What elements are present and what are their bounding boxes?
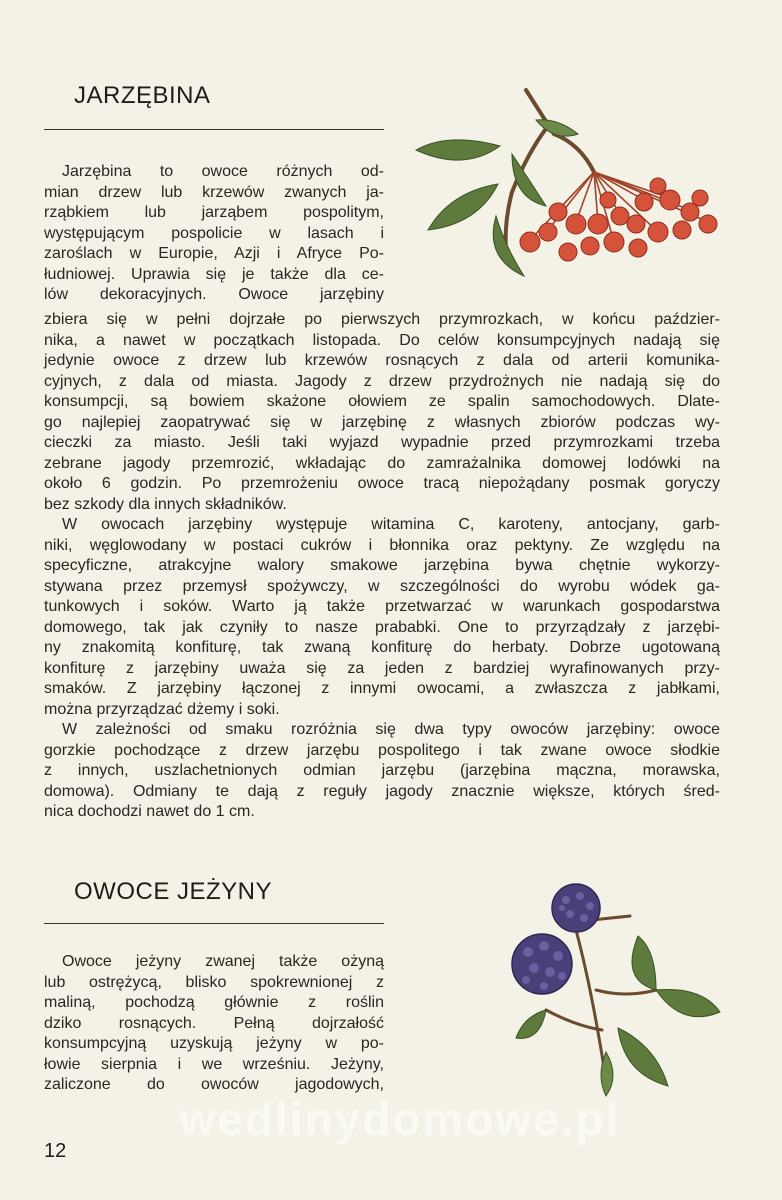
text-line: gorzkie pochodzące z drzew jarzębu pospolitego i tak zwane owoce słodkie (44, 741, 720, 759)
body-paragraph-jarzebina (44, 310, 720, 823)
text-line: dziko rosnących. Pełną dojrzałość (44, 1014, 384, 1032)
text-line: zbiera się w pełni dojrzałe po pierwszych przymrozkach, w końcu paździer- (44, 311, 720, 328)
text-line: tunkowych i soków. Warto ją także przetwarzać w warunkach gospodarstwa (44, 598, 720, 615)
blackberry-branch-illustration (506, 880, 726, 1100)
text-line: łudniowej. Uprawia się je także dla ce- (44, 265, 384, 283)
rowan-leaves (416, 120, 578, 276)
text-line: zaroślach w Europie, Azji i Afryce Po- (44, 245, 384, 262)
text-line: łowie sierpnia i we wrześniu. Jeżyny, (44, 1055, 384, 1073)
text-line: stywana przez przemysł spożywczy, w szczególności do wyrobu wódek ga- (44, 577, 720, 595)
text-line: zebrane jagody przemrozić, wkładając do zamrażalnika domowej lodówki na (44, 454, 720, 472)
rowan-branch-illustration (408, 82, 728, 282)
text-line: go najlepiej zaopatrywać się w jarzębinę z własnych zbiorów podczas wy- (44, 413, 720, 431)
text-line: niki, węglowodany w postaci cukrów i błonnika oraz pektyny. Ze względu na (44, 536, 720, 554)
text-line: jedynie owoce z drzew lub krzewów rosnących z dala od arterii komunika- (44, 352, 720, 369)
text-line: maliną, pochodzą głównie z roślin (44, 994, 384, 1011)
intro-paragraph-jarzebina (44, 162, 384, 306)
text-line: konsumpcyjną uzyskują jeżyny w po- (44, 1035, 384, 1052)
text-line: nica dochodzi nawet do 1 cm. (44, 803, 255, 820)
text-line: Jarzębina to owoce różnych od- (62, 163, 384, 180)
text-line: mian drzew lub krzewów zwanych ja- (44, 183, 384, 201)
text-line: W zależności od smaku rozróżnia się dwa typy owoców jarzębiny: owoce (62, 721, 720, 738)
section-rule-owoce-jezyny (44, 923, 384, 924)
text-line: lów dekoracyjnych. Owoce jarzębiny (44, 286, 384, 303)
text-line: ny znakomitą konfiturę, tak zwaną konfiturę do herbaty. Dobrze ugotowaną (44, 639, 720, 656)
text-line: około 6 godzin. Po przemrożeniu owoce tracą niepożądany posmak goryczy (44, 475, 720, 492)
section-rule-jarzebina (44, 129, 384, 130)
section-title-owoce-jezyny: OWOCE JEŻYNY (74, 878, 273, 905)
text-line: nika, a nawet w początkach listopada. Do celów konsumpcyjnych nadają się (44, 331, 720, 349)
text-line: domowego, tak jak czyniły to nasze prababki. One to przyrządzały z jarzębi- (44, 618, 720, 636)
text-line: domowa). Odmiany te dają z reguły jagody znacznie większe, których śred- (44, 782, 720, 800)
watermark: wedlinydomowe.pl (179, 1093, 621, 1145)
text-line: specyficzne, atrakcyjne walory smakowe jarzębina bywa chętnie wykorzy- (44, 557, 720, 574)
text-line: cyjnych, z dala od miasta. Jagody z drzew przydrożnych nie nadają się do (44, 372, 720, 390)
text-line: Owoce jeżyny zwanej także ożyną (62, 953, 384, 970)
text-line: konsumpcji, są bowiem skażone ołowiem ze spalin samochodowych. Dlate- (44, 393, 720, 410)
section-title-jarzebina: JARZĘBINA (74, 82, 211, 109)
paragraph-owoce-jezyny (44, 952, 384, 1096)
text-line: z innych, uszlachetnionych odmian jarzębu (jarzębina mączna, morawska, (44, 762, 720, 779)
text-line: rząbkiem lub jarząbem pospolitym, (44, 204, 384, 221)
text-line: W owocach jarzębiny występuje witamina C, karoteny, antocjany, garb- (62, 516, 720, 533)
text-line: cieczki za miasto. Jeśli taki wyjazd wypadnie przed przymrozkami trzeba (44, 434, 720, 451)
text-line: smaków. Z jarzębiny łączonej z innymi owocami, a zwłaszcza z jabłkami, (44, 680, 720, 697)
text-line: można przyrządzać dżemy i soki. (44, 700, 280, 718)
page-number: 12 (44, 1140, 67, 1162)
text-line: konfiturę z jarzębiny uważa się za jeden z bardziej wyrafinowanych przy- (44, 659, 720, 677)
text-line: bez szkody dla innych składników. (44, 495, 287, 513)
text-line: występującym pospolicie w lasach i (44, 224, 384, 242)
text-line: zaliczone do owoców jagodowych, (44, 1076, 384, 1093)
text-line: lub ostrężycą, blisko spokrewnionej z (44, 973, 384, 991)
